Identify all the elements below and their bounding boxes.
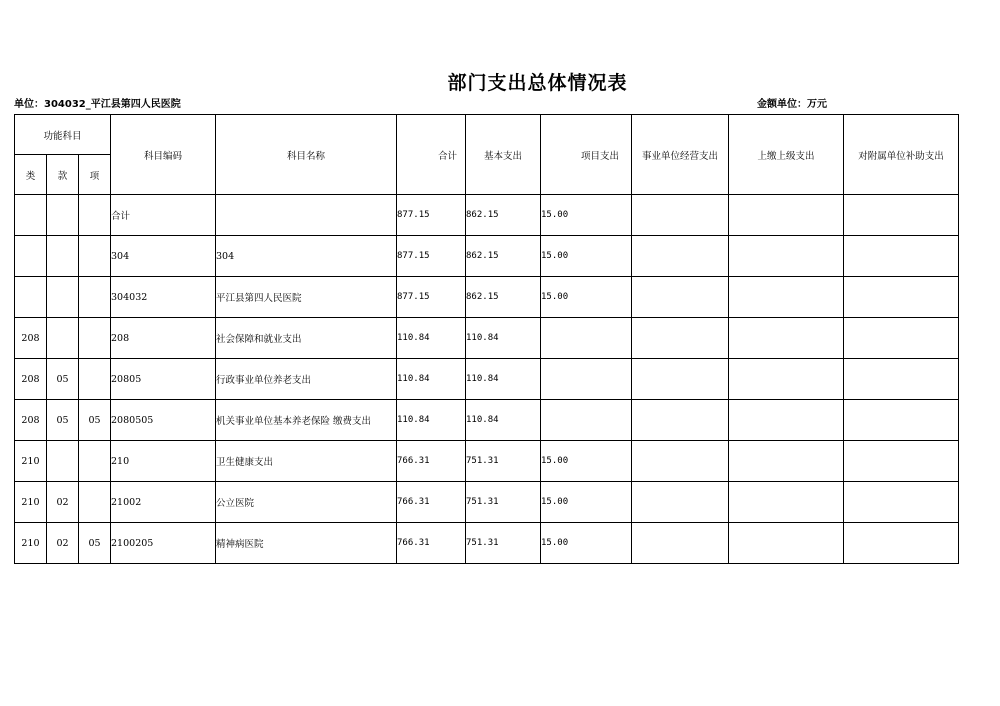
table-row <box>15 236 959 277</box>
header-subsidy: 对附属单位补助支出 <box>844 115 959 195</box>
cell-name: 社会保障和就业支出 <box>216 318 397 359</box>
header-kuan: 款 <box>47 155 79 195</box>
cell-code: 210 <box>111 441 216 482</box>
cell-basic: 862.15 <box>466 277 541 318</box>
cell-name: 精神病医院 <box>216 523 397 564</box>
cell-name: 机关事业单位基本养老保险 缴费支出 <box>216 400 397 441</box>
cell-total: 877.15 <box>397 236 466 277</box>
cell-total: 766.31 <box>397 482 466 523</box>
cell-basic: 751.31 <box>466 482 541 523</box>
table-row <box>15 195 959 236</box>
cell-lei <box>15 236 47 277</box>
cell-upper <box>729 277 844 318</box>
cell-upper <box>729 523 844 564</box>
cell-lei: 208 <box>15 400 47 441</box>
cell-business <box>632 482 729 523</box>
cell-total: 766.31 <box>397 441 466 482</box>
cell-lei: 208 <box>15 359 47 400</box>
table-row <box>15 523 959 564</box>
cell-total: 110.84 <box>397 359 466 400</box>
cell-kuan <box>47 236 79 277</box>
header-total: 合计 <box>397 115 466 195</box>
cell-kuan <box>47 318 79 359</box>
cell-code: 304032 <box>111 277 216 318</box>
cell-lei: 208 <box>15 318 47 359</box>
cell-xiang <box>79 236 111 277</box>
cell-project <box>541 318 632 359</box>
cell-name: 卫生健康支出 <box>216 441 397 482</box>
cell-business <box>632 441 729 482</box>
cell-subsidy <box>844 318 959 359</box>
cell-basic: 862.15 <box>466 195 541 236</box>
cell-code: 2080505 <box>111 400 216 441</box>
cell-upper <box>729 318 844 359</box>
cell-code: 208 <box>111 318 216 359</box>
cell-business <box>632 318 729 359</box>
header-lei: 类 <box>15 155 47 195</box>
cell-lei: 210 <box>15 482 47 523</box>
cell-business <box>632 523 729 564</box>
cell-upper <box>729 400 844 441</box>
cell-project: 15.00 <box>541 277 632 318</box>
header-basic: 基本支出 <box>466 115 541 195</box>
header-project: 项目支出 <box>541 115 632 195</box>
table-row <box>15 277 959 318</box>
cell-name: 公立医院 <box>216 482 397 523</box>
cell-lei <box>15 277 47 318</box>
cell-total: 877.15 <box>397 195 466 236</box>
cell-code: 2100205 <box>111 523 216 564</box>
expenditure-table <box>14 114 959 564</box>
cell-upper <box>729 441 844 482</box>
cell-upper <box>729 195 844 236</box>
cell-subsidy <box>844 277 959 318</box>
cell-basic: 110.84 <box>466 400 541 441</box>
cell-xiang <box>79 359 111 400</box>
cell-subsidy <box>844 359 959 400</box>
cell-total: 110.84 <box>397 318 466 359</box>
header-code: 科目编码 <box>111 115 216 195</box>
unit-label: 单位：304032_平江县第四人民医院 <box>14 99 181 110</box>
cell-code: 304 <box>111 236 216 277</box>
cell-code: 20805 <box>111 359 216 400</box>
cell-name: 平江县第四人民医院 <box>216 277 397 318</box>
cell-upper <box>729 482 844 523</box>
cell-total: 110.84 <box>397 400 466 441</box>
table-row <box>15 318 959 359</box>
cell-kuan <box>47 441 79 482</box>
money-unit-label: 金额单位：万元 <box>757 99 827 110</box>
cell-subsidy <box>844 441 959 482</box>
header-upper: 上缴上级支出 <box>729 115 844 195</box>
cell-project <box>541 400 632 441</box>
table-row <box>15 441 959 482</box>
cell-basic: 751.31 <box>466 441 541 482</box>
cell-total: 766.31 <box>397 523 466 564</box>
cell-name: 304 <box>216 236 397 277</box>
cell-basic: 862.15 <box>466 236 541 277</box>
table-row <box>15 482 959 523</box>
cell-lei <box>15 195 47 236</box>
cell-xiang <box>79 277 111 318</box>
page-title: 部门支出总体情况表 <box>447 72 628 94</box>
cell-project: 15.00 <box>541 236 632 277</box>
cell-xiang: 05 <box>79 523 111 564</box>
cell-basic: 110.84 <box>466 359 541 400</box>
cell-subsidy <box>844 400 959 441</box>
cell-kuan: 02 <box>47 523 79 564</box>
header-xiang: 项 <box>79 155 111 195</box>
cell-code: 21002 <box>111 482 216 523</box>
cell-subsidy <box>844 523 959 564</box>
cell-project <box>541 359 632 400</box>
cell-subsidy <box>844 236 959 277</box>
cell-business <box>632 400 729 441</box>
cell-project: 15.00 <box>541 441 632 482</box>
cell-basic: 751.31 <box>466 523 541 564</box>
cell-xiang <box>79 482 111 523</box>
cell-kuan <box>47 277 79 318</box>
cell-upper <box>729 359 844 400</box>
header-business: 事业单位经营支出 <box>632 115 729 195</box>
cell-kuan: 02 <box>47 482 79 523</box>
cell-project: 15.00 <box>541 523 632 564</box>
cell-xiang <box>79 441 111 482</box>
cell-business <box>632 195 729 236</box>
cell-business <box>632 359 729 400</box>
cell-kuan <box>47 195 79 236</box>
cell-subsidy <box>844 482 959 523</box>
cell-lei: 210 <box>15 441 47 482</box>
cell-business <box>632 236 729 277</box>
cell-xiang <box>79 318 111 359</box>
cell-xiang: 05 <box>79 400 111 441</box>
cell-kuan: 05 <box>47 359 79 400</box>
cell-project: 15.00 <box>541 482 632 523</box>
cell-basic: 110.84 <box>466 318 541 359</box>
cell-project: 15.00 <box>541 195 632 236</box>
table-row <box>15 359 959 400</box>
cell-lei: 210 <box>15 523 47 564</box>
header-name: 科目名称 <box>216 115 397 195</box>
cell-name <box>216 195 397 236</box>
cell-subsidy <box>844 195 959 236</box>
header-func-subject: 功能科目 <box>15 115 111 155</box>
cell-business <box>632 277 729 318</box>
cell-total: 877.15 <box>397 277 466 318</box>
cell-name: 行政事业单位养老支出 <box>216 359 397 400</box>
cell-xiang <box>79 195 111 236</box>
cell-code: 合计 <box>111 195 216 236</box>
cell-upper <box>729 236 844 277</box>
cell-kuan: 05 <box>47 400 79 441</box>
table-row <box>15 400 959 441</box>
